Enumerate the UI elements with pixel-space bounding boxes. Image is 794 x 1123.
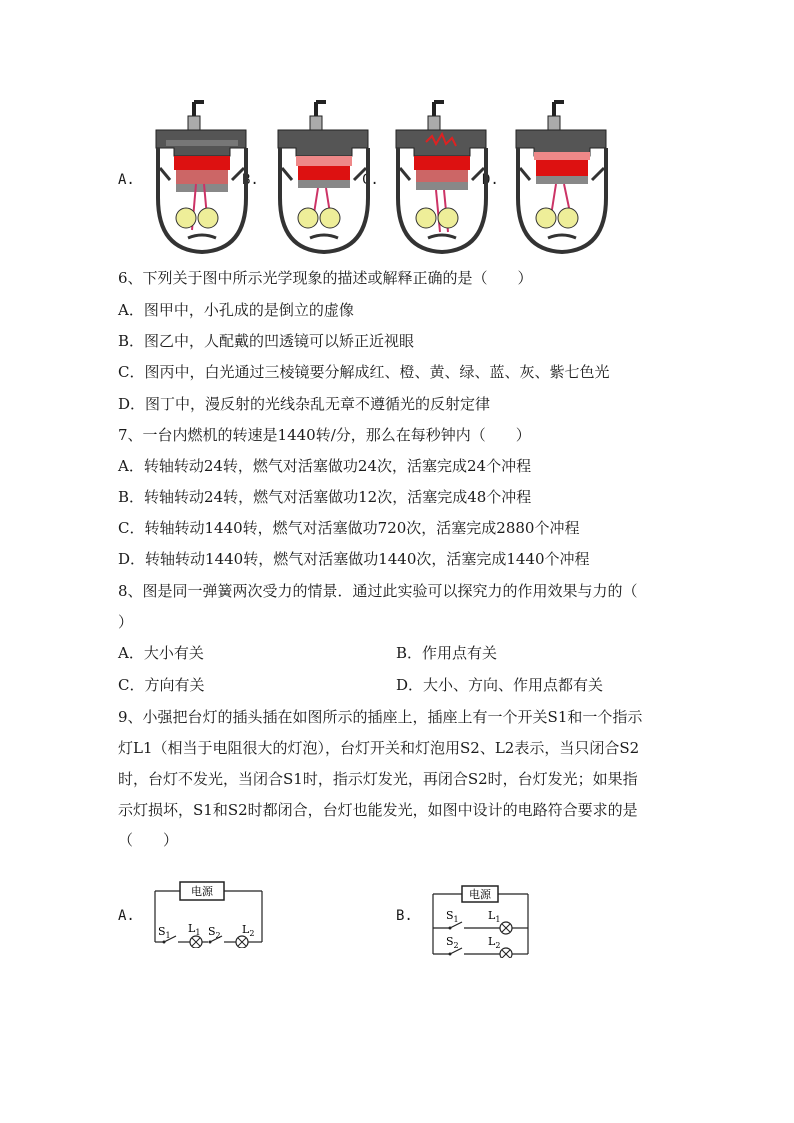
q9-line-5: （ ） bbox=[118, 831, 179, 849]
circuit-a-label: A. bbox=[118, 908, 135, 924]
circuit-b-l2-label: $L_2$ bbox=[488, 935, 501, 950]
q7-option-d: D．转轴转动1440转，燃气对活塞做功1440次，活塞完成1440个冲程 bbox=[118, 550, 590, 568]
q8-option-c: C．方向有关 bbox=[118, 676, 205, 694]
engine-option-b-label: B. bbox=[242, 172, 259, 188]
engine-a-drawing bbox=[156, 100, 246, 252]
circuit-a-power-text: 电源 bbox=[191, 885, 213, 898]
circuit-a-s1-label: $S_1$ bbox=[158, 925, 171, 940]
circuit-a-l1-label: $L_1$ bbox=[188, 922, 201, 937]
engine-diagram-b bbox=[268, 100, 380, 258]
circuit-diagram-a bbox=[150, 880, 270, 948]
q8-stem-line1: 8、图是同一弹簧两次受力的情景．通过此实验可以探究力的作用效果与力的（ bbox=[118, 582, 638, 600]
engine-option-a-label: A. bbox=[118, 172, 135, 188]
q9-line-3: 时，台灯不发光，当闭合S1时，指示灯发光，再闭合S2时，台灯发光；如果指 bbox=[118, 770, 638, 788]
q7-option-a: A．转轴转动24转，燃气对活塞做功24次，活塞完成24个冲程 bbox=[118, 457, 532, 475]
q7-stem: 7、一台内燃机的转速是1440转/分，那么在每秒钟内（ ） bbox=[118, 426, 531, 444]
q6-stem: 6、下列关于图中所示光学现象的描述或解释正确的是（ ） bbox=[118, 269, 533, 287]
circuit-b-power-text: 电源 bbox=[469, 888, 491, 901]
engine-option-c-label: C. bbox=[362, 172, 379, 188]
engine-diagram-a bbox=[146, 100, 258, 258]
circuit-a-s2-label: $S_2$ bbox=[208, 925, 221, 940]
q6-option-b: B．图乙中，人配戴的凹透镜可以矫正近视眼 bbox=[118, 332, 415, 350]
q6-option-a: A．图甲中，小孔成的是倒立的虚像 bbox=[118, 301, 354, 319]
engine-diagram-c bbox=[386, 100, 498, 258]
q6-option-c: C．图丙中，白光通过三棱镜要分解成红、橙、黄、绿、蓝、灰、紫七色光 bbox=[118, 363, 610, 381]
q8-stem-line2: ） bbox=[118, 613, 134, 631]
circuit-b-l1-label: $L_1$ bbox=[488, 909, 501, 924]
engine-b-drawing bbox=[278, 100, 368, 252]
circuit-b-label: B. bbox=[396, 908, 413, 924]
q8-option-a: A．大小有关 bbox=[118, 644, 204, 662]
engine-option-d-label: D. bbox=[482, 172, 499, 188]
q9-line-2: 灯L1（相当于电阻很大的灯泡），台灯开关和灯泡用S2、L2表示，当只闭合S2 bbox=[118, 739, 640, 757]
circuit-diagram-b bbox=[428, 884, 534, 958]
q9-line-1: 9、小强把台灯的插头插在如图所示的插座上，插座上有一个开关S1和一个指示 bbox=[118, 708, 643, 726]
q6-option-d: D．图丁中，漫反射的光线杂乱无章不遵循光的反射定律 bbox=[118, 395, 491, 413]
circuit-b-s2-label: $S_2$ bbox=[446, 935, 459, 950]
circuit-b-lamp-l2 bbox=[500, 948, 512, 958]
q8-option-b: B．作用点有关 bbox=[396, 644, 498, 662]
engine-diagram-d bbox=[506, 100, 618, 258]
q7-option-c: C．转轴转动1440转，燃气对活塞做功720次，活塞完成2880个冲程 bbox=[118, 519, 580, 537]
q7-option-b: B．转轴转动24转，燃气对活塞做功12次，活塞完成48个冲程 bbox=[118, 488, 532, 506]
engine-c-drawing bbox=[396, 100, 486, 252]
q8-option-d: D．大小、方向、作用点都有关 bbox=[396, 676, 604, 694]
circuit-a-l2-label: $L_2$ bbox=[242, 923, 255, 938]
engine-d-drawing bbox=[516, 100, 606, 252]
engine-strokes-figure bbox=[118, 100, 618, 258]
q9-line-4: 示灯损坏，S1和S2时都闭合，台灯也能发光，如图中设计的电路符合要求的是 bbox=[118, 801, 638, 819]
circuit-b-s1-label: $S_1$ bbox=[446, 909, 459, 924]
